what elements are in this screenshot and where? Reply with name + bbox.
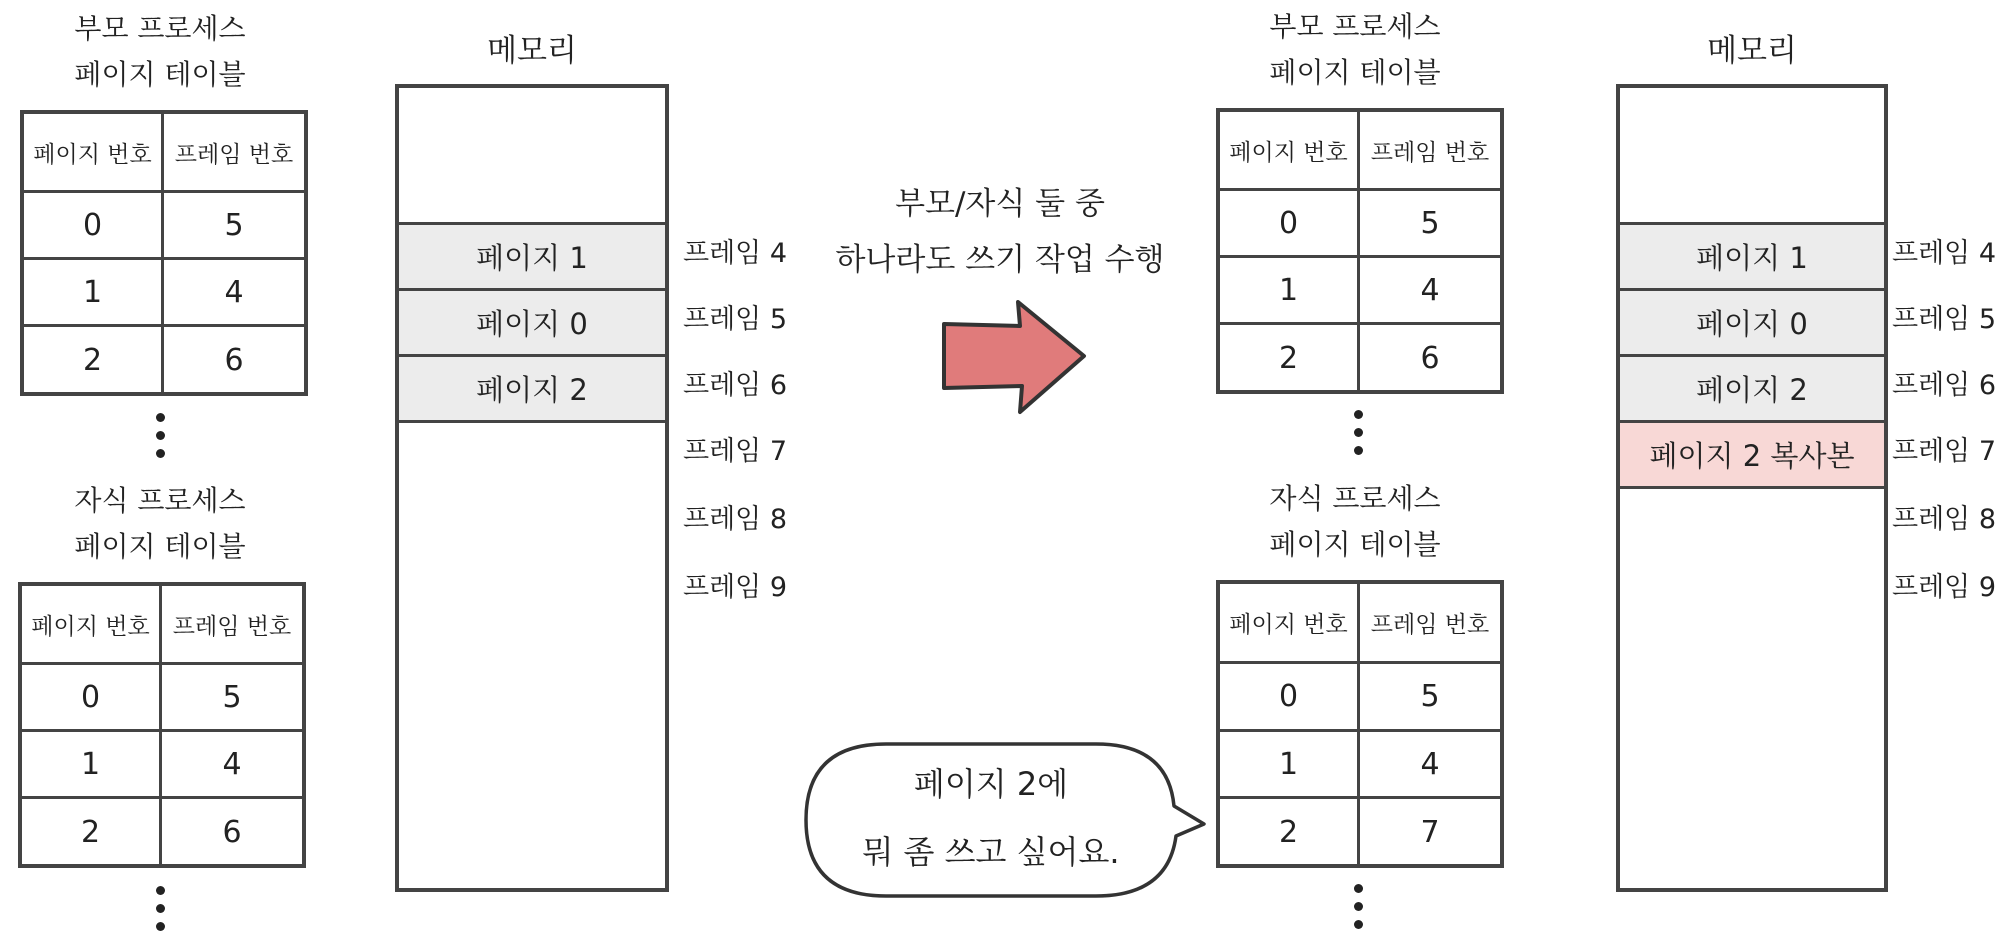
frame-label: 프레임 8	[1892, 504, 1997, 535]
memory-slot-divider	[1620, 486, 1884, 489]
left-parent-title-line1: 부모 프로세스	[74, 12, 246, 45]
table-cell-frame: 4	[1360, 258, 1500, 325]
frame-label: 프레임 4	[1892, 238, 1997, 269]
transition-caption-line2: 하나라도 쓰기 작업 수행	[835, 242, 1165, 278]
table-cell-page: 0	[1220, 664, 1360, 732]
table-cell-frame: 6	[1420, 341, 1440, 376]
column-header-page: 페이지 번호	[1220, 112, 1360, 191]
speech-bubble-text	[806, 750, 1176, 886]
column-header-frame: 프레임 번호	[164, 114, 304, 193]
transition-caption	[815, 176, 1185, 288]
ellipsis-dot	[1354, 410, 1363, 419]
table-cell-page: 1	[22, 732, 162, 799]
frame-label: 프레임 9	[1892, 572, 1997, 603]
table-cell-page: 0	[1220, 191, 1360, 258]
ellipsis-dot	[156, 413, 165, 422]
frame-label: 프레임 4	[683, 238, 788, 269]
frame-label: 프레임 7	[683, 436, 788, 467]
memory-slot-frame-6: 페이지 2	[399, 354, 665, 420]
table-cell-frame: 4	[1360, 732, 1500, 799]
memory-slot-divider	[399, 420, 665, 423]
left-child-table-title	[20, 478, 300, 570]
table-cell-frame: 4	[162, 732, 302, 799]
column-header-frame: 프레임 번호	[1360, 112, 1500, 191]
right-parent-table-title	[1215, 4, 1495, 96]
table-cell-page: 2	[1220, 799, 1360, 866]
ellipsis-dot	[156, 449, 165, 458]
frame-label: 프레임 6	[1892, 370, 1997, 401]
ellipsis-dot	[1354, 920, 1363, 929]
left-parent-table-title	[20, 6, 300, 98]
speech-bubble-line1: 페이지 2에	[913, 765, 1069, 803]
right-parent-title-line2: 페이지 테이블	[1269, 56, 1441, 89]
frame-label: 프레임 9	[683, 572, 788, 603]
right-memory-block	[1616, 84, 1888, 892]
memory-slot-frame-4: 페이지 1	[1620, 222, 1884, 288]
ellipsis-dot	[1354, 446, 1363, 455]
right-memory-title: 메모리	[1707, 33, 1797, 69]
table-cell-page: 2	[22, 799, 162, 866]
left-memory-block	[395, 84, 669, 892]
column-header-page: 페이지 번호	[22, 586, 162, 665]
left-memory-title: 메모리	[487, 33, 577, 69]
memory-slot-frame-6: 페이지 2	[1620, 354, 1884, 420]
column-header-page: 페이지 번호	[24, 114, 164, 193]
table-cell-page: 0	[24, 193, 164, 260]
table-cell-frame: 5	[164, 193, 304, 260]
right-child-table-title	[1215, 476, 1495, 568]
column-header-frame: 프레임 번호	[1360, 584, 1500, 664]
table-cell-page: 2	[1220, 325, 1360, 392]
column-header-page: 페이지 번호	[1220, 584, 1360, 664]
table-cell-frame: 5	[1360, 664, 1500, 732]
table-cell-frame: 6	[222, 815, 242, 850]
right-arrow-icon	[938, 296, 1090, 418]
table-cell-page: 1	[1220, 258, 1360, 325]
table-cell-page: 0	[22, 665, 162, 732]
memory-slot-frame-5: 페이지 0	[399, 288, 665, 354]
transition-caption-line1: 부모/자식 둘 중	[895, 186, 1105, 222]
memory-slot-frame-7-copy: 페이지 2 복사본	[1620, 420, 1884, 486]
table-cell-frame: 5	[162, 665, 302, 732]
table-cell-page: 1	[24, 260, 164, 327]
frame-label: 프레임 5	[1892, 304, 1997, 335]
right-child-title-line2: 페이지 테이블	[1269, 528, 1441, 561]
right-child-page-table	[1216, 580, 1504, 868]
frame-label: 프레임 6	[683, 370, 788, 401]
ellipsis-dot	[156, 431, 165, 440]
left-parent-title-line2: 페이지 테이블	[74, 58, 246, 91]
table-cell-frame: 4	[164, 260, 304, 327]
column-header-frame: 프레임 번호	[162, 586, 302, 665]
ellipsis-dot	[156, 922, 165, 931]
ellipsis-dot	[156, 886, 165, 895]
right-parent-page-table	[1216, 108, 1504, 394]
right-parent-title-line1: 부모 프로세스	[1269, 10, 1441, 43]
ellipsis-dot	[1354, 884, 1363, 893]
table-cell-frame: 6	[224, 343, 244, 378]
left-child-title-line1: 자식 프로세스	[74, 484, 246, 517]
right-child-title-line1: 자식 프로세스	[1269, 482, 1441, 515]
table-cell-page: 2	[24, 327, 164, 394]
ellipsis-dot	[1354, 902, 1363, 911]
arrow-shape	[944, 302, 1084, 412]
left-parent-page-table	[20, 110, 308, 396]
ellipsis-dot	[1354, 428, 1363, 437]
memory-slot-frame-5: 페이지 0	[1620, 288, 1884, 354]
frame-label: 프레임 7	[1892, 436, 1997, 467]
frame-label: 프레임 5	[683, 304, 788, 335]
memory-slot-frame-4: 페이지 1	[399, 222, 665, 288]
ellipsis-dot	[156, 904, 165, 913]
left-child-title-line2: 페이지 테이블	[74, 530, 246, 563]
speech-bubble-line2: 뭐 좀 쓰고 싶어요.	[862, 833, 1120, 871]
left-child-page-table	[18, 582, 306, 868]
frame-label: 프레임 8	[683, 504, 788, 535]
table-cell-page: 1	[1220, 732, 1360, 799]
table-cell-frame: 7	[1420, 815, 1440, 850]
table-cell-frame: 5	[1360, 191, 1500, 258]
